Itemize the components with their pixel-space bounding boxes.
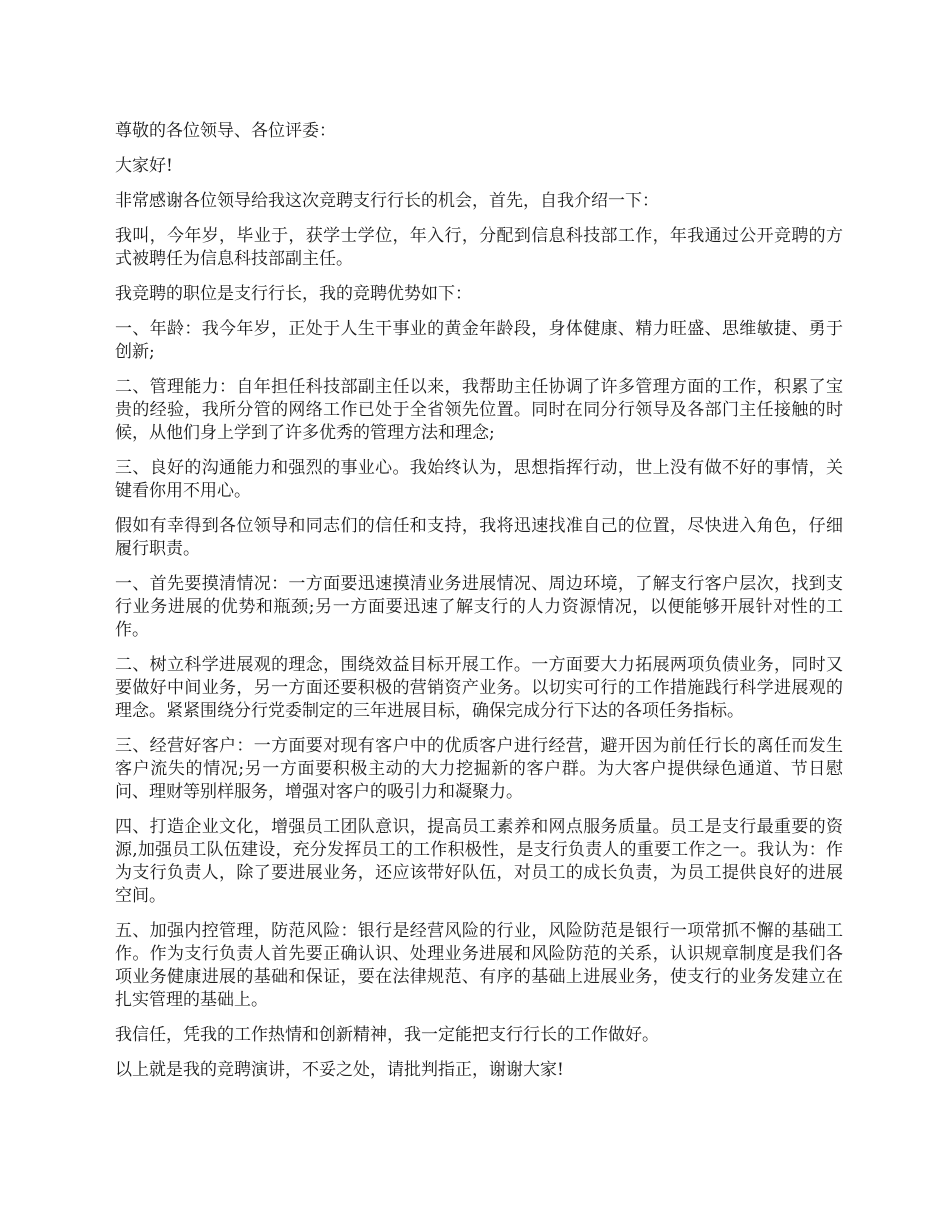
plan-step-4-paragraph: 四、打造企业文化，增强员工团队意识，提高员工素养和网点服务质量。员工是支行最重要的资源,加强员工队伍建设，充分发挥员工的工作积极性，是支行负责人的重要工作之一。我认为：作为支行负责人，除了要进展业务，还应该带好队伍，对员工的成长负责，为员工提供良好的进展空间。	[115, 817, 843, 906]
plan-step-3-paragraph: 三、经营好客户：一方面要对现有客户中的优质客户进行经营，避开因为前任行长的离任而发生客户流失的情况;另一方面要积极主动的大力挖掘新的客户群。为大客户提供绿色通道、节日慰问、理财等别样服务，增强对客户的吸引力和凝聚力。	[115, 736, 843, 802]
plan-step-2-paragraph: 二、树立科学进展观的理念，围绕效益目标开展工作。一方面要大力拓展两项负债业务，同时又要做好中间业务，另一方面还要积极的营销资产业务。以切实可行的工作措施践行科学进展观的理念。紧紧围绕分行党委制定的三年进展目标，确保完成分行下达的各项任务指标。	[115, 655, 843, 721]
advantage-communication-paragraph: 三、良好的沟通能力和强烈的事业心。我始终认为，思想指挥行动，世上没有做不好的事情，关键看你用不用心。	[115, 458, 843, 501]
opening-paragraph: 非常感谢各位领导给我这次竞聘支行行长的机会，首先，自我介绍一下：	[115, 191, 659, 211]
plan-intro-paragraph: 假如有幸得到各位领导和同志们的信任和支持，我将迅速找准自己的位置，尽快进入角色，仔细履行职责。	[115, 516, 843, 559]
self-introduction-paragraph: 我叫，今年岁，毕业于，获学士学位，年入行，分配到信息科技部工作，年我通过公开竞聘的方式被聘任为信息科技部副主任。	[115, 226, 843, 269]
document-page	[115, 120, 843, 1094]
advantage-management-paragraph: 二、管理能力：自年担任科技部副主任以来，我帮助主任协调了许多管理方面的工作，积累了宝贵的经验，我所分管的网络工作已处于全省领先位置。同时在同分行领导及各部门主任接触的时候，从他们身上学到了许多优秀的管理方法和理念;	[115, 377, 843, 443]
advantage-age-paragraph: 一、年龄：我今年岁，正处于人生干事业的黄金年龄段，身体健康、精力旺盛、思维敏捷、勇于创新;	[115, 319, 843, 362]
plan-step-1-paragraph: 一、首先要摸清情况：一方面要迅速摸清业务进展情况、周边环境，了解支行客户层次，找到支行业务进展的优势和瓶颈;另一方面要迅速了解支行的人力资源情况，以便能够开展针对性的工作。	[115, 574, 843, 640]
plan-step-5-paragraph: 五、加强内控管理，防范风险：银行是经营风险的行业，风险防范是银行一项常抓不懈的基础工作。作为支行负责人首先要正确认识、处理业务进展和风险防范的关系，认识规章制度是我们各项业务健康进展的基础和保证，要在法律规范、有序的基础上进展业务，使支行的业务发建立在扎实管理的基础上。	[115, 921, 843, 1010]
confidence-paragraph: 我信任，凭我的工作热情和创新精神，我一定能把支行行长的工作做好。	[115, 1025, 659, 1045]
greeting: 大家好!	[115, 156, 173, 176]
closing-paragraph: 以上就是我的竞聘演讲，不妥之处，请批判指正，谢谢大家!	[115, 1060, 564, 1080]
salutation: 尊敬的各位领导、各位评委：	[115, 121, 336, 141]
advantages-intro-paragraph: 我竞聘的职位是支行行长，我的竞聘优势如下：	[115, 284, 472, 304]
